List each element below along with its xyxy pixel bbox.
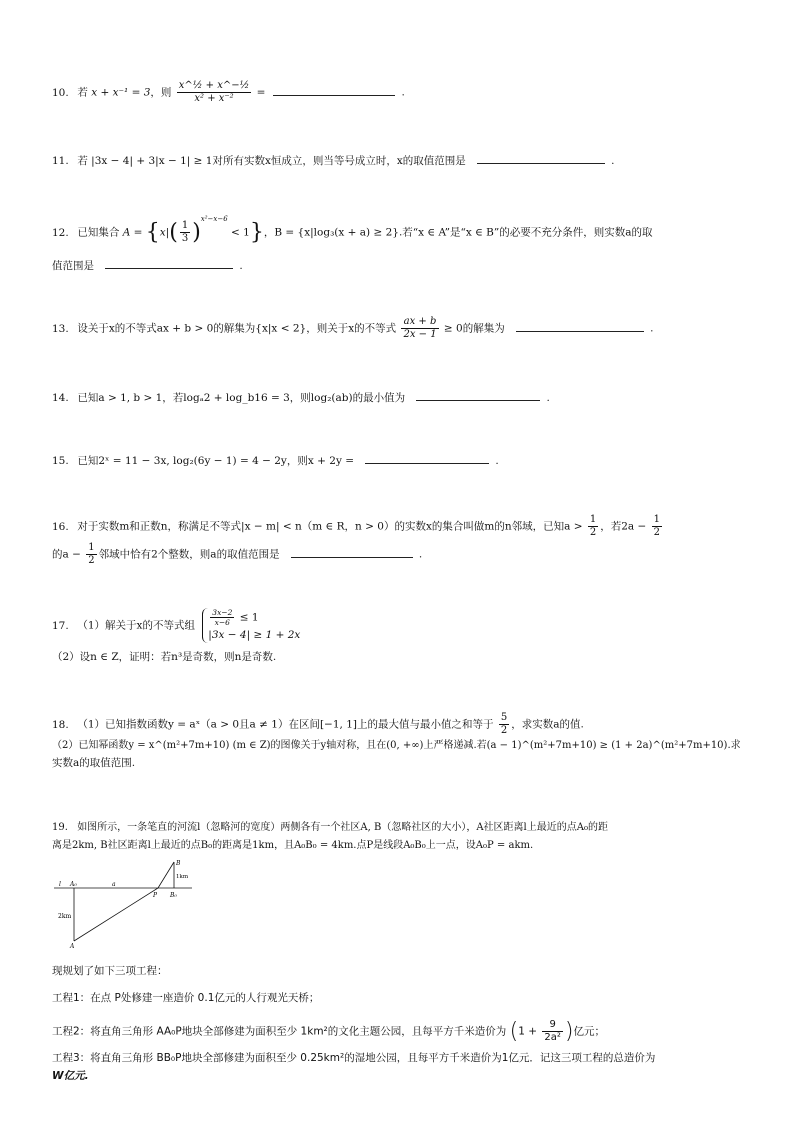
numerator: 3x−2 <box>212 608 233 617</box>
question-number: 15. <box>52 455 69 467</box>
denominator: 2 <box>589 527 597 538</box>
brace-right: } <box>249 220 264 245</box>
exponent: x²−x−6 <box>200 215 228 223</box>
answer-blank[interactable] <box>516 320 644 332</box>
paren-left: ( <box>509 1019 519 1044</box>
question-text: 离是2km, B社区距离l上最近的点B₀的距离是1km，且A₀B₀ = 4km.点P是线段A₀B₀上一点，设A₀P = akm. <box>52 840 534 851</box>
question-text: 的a − <box>52 548 81 561</box>
question-text: （2）已知幂函数y = x^(m²+7m+10) (m ∈ Z)的图像关于y轴对称，且在(0, +∞)上严格递减.若(a − 1)^(m²+7m+10) ≥ (1 + 2a)^(m²+7m+10).求 <box>52 740 741 751</box>
math-expression: < 1 <box>231 226 250 239</box>
numerator: ax + b <box>401 316 438 329</box>
label-B0: B₀ <box>170 892 177 899</box>
system-row-2: |3x − 4| ≥ 1 + 2x <box>208 629 301 641</box>
numerator: 9 <box>542 1019 563 1032</box>
river-diagram <box>52 858 202 950</box>
question-13 <box>52 316 653 341</box>
question-number: 13. <box>52 322 69 335</box>
project-1: 工程1：在点 P处修建一座造价 0.1亿元的人行观光天桥； <box>52 992 320 1004</box>
question-number: 10. <box>52 86 69 99</box>
question-text: 如图所示，一条笔直的河流l（忽略河的宽度）两侧各有一个社区A, B（忽略社区的大小），A社区距离l上最近的点A₀的距 <box>77 822 608 833</box>
denominator: 2 <box>88 555 95 566</box>
question-10: 10. 若 x + x⁻¹ = 3，则 $\frac{\text{x\textasciicircum{}½ + x\textasciicircum{}−½}}{\text{x² + x⁻²}}$ = . <box>52 80 405 104</box>
fraction <box>401 316 438 341</box>
question-number: 12. <box>52 226 69 239</box>
brace-left: { <box>145 220 160 245</box>
denominator: 2 <box>500 725 508 736</box>
fraction <box>542 1019 563 1044</box>
question-19-line-2 <box>52 838 533 853</box>
numerator: 1 <box>653 514 661 525</box>
math-expression: x| <box>159 226 170 239</box>
paren-right: ) <box>192 220 201 245</box>
question-text: 若 <box>77 86 88 99</box>
fraction <box>210 608 234 627</box>
question-text: 对于实数m和正数n，称满足不等式|x − m| < n（m ∈ R，n > 0）的实数x的集合叫做m的n邻域，已知a > <box>77 520 583 533</box>
question-12 <box>52 215 653 245</box>
question-text: 值范围是 <box>52 260 94 272</box>
fraction <box>588 514 598 539</box>
numerator: x^½ + x^−½ <box>178 80 250 91</box>
question-text: ，若2a − <box>600 520 647 533</box>
label-1km: 1km <box>176 874 189 880</box>
answer-blank[interactable] <box>365 452 489 464</box>
answer-blank[interactable] <box>477 152 605 164</box>
question-text: 已知a > 1, b > 1，若logₐ2 + log_b16 = 3，则log₂(ab)的最小值为 <box>77 392 406 404</box>
question-text: 若 |3x − 4| + 3|x − 1| ≥ 1对所有实数x恒成立，则当等号成立时，x的取值范围是 <box>77 155 466 167</box>
question-number: 19. <box>52 822 68 833</box>
question-text: 已知2ˣ = 11 − 3x, log₂(6y − 1) = 4 − 2y，则x + 2y = <box>77 455 355 467</box>
question-text: 工程2：将直角三角形 AA₀P地块全部修建为面积至少 1km²的文化主题公园，且每平方千米造价为 <box>52 1025 507 1038</box>
question-15 <box>52 452 499 469</box>
question-text: （1）已知指数函数y = aˣ（a > 0且a ≠ 1）在区间[−1, 1]上的最大值与最小值之和等于 <box>77 718 494 731</box>
paren-left: ( <box>169 220 178 245</box>
fraction <box>652 514 662 539</box>
question-19 <box>52 820 608 835</box>
question-17-part-2 <box>52 650 276 665</box>
fraction <box>499 712 509 737</box>
question-text: 已知集合 <box>77 226 120 239</box>
question-text: ，则 <box>150 86 172 99</box>
question-number: 11. <box>52 155 69 167</box>
math-expression: x + x⁻¹ = 3 <box>91 86 151 99</box>
question-text: 亿元； <box>573 1025 605 1038</box>
question-number: 16. <box>52 520 69 533</box>
question-17 <box>52 608 300 643</box>
segment-AP <box>74 888 158 941</box>
question-text: 设关于x的不等式ax + b > 0的解集为{x|x < 2}，则关于x的不等式 <box>77 322 397 335</box>
label-a: a <box>112 881 116 888</box>
numerator: 1 <box>88 542 95 553</box>
question-16-line-2 <box>52 542 422 567</box>
fraction <box>177 80 252 105</box>
answer-blank[interactable] <box>273 84 395 96</box>
period: . <box>495 455 499 467</box>
period: . <box>418 548 423 561</box>
fraction <box>180 220 190 245</box>
question-16 <box>52 514 664 539</box>
answer-blank[interactable] <box>416 389 540 401</box>
denominator: 3 <box>181 233 189 244</box>
math-expression: 1 + <box>518 1025 538 1038</box>
denominator: x−6 <box>214 618 230 627</box>
period: . <box>546 392 550 404</box>
question-text: 邻域中恰有2个整数，则a的取值范围是 <box>98 548 280 561</box>
math-expression: ≤ 1 <box>239 611 259 624</box>
plan-intro: 现规划了如下三项工程： <box>52 965 168 977</box>
numerator: 1 <box>589 514 597 525</box>
answer-blank[interactable] <box>291 546 413 558</box>
period: . <box>650 322 654 335</box>
question-14 <box>52 389 550 406</box>
numerator: 5 <box>500 712 508 723</box>
label-A: A <box>70 943 75 950</box>
project-2 <box>52 1019 605 1044</box>
question-text: ≥ 0的解集为 <box>443 322 505 335</box>
label-l: l <box>59 881 61 888</box>
question-number: 18. <box>52 718 69 731</box>
label-A0: A₀ <box>70 881 77 888</box>
question-18-part-2-line-2 <box>52 756 135 771</box>
question-text: （1）解关于x的不等式组 <box>77 619 195 632</box>
question-text: （2）设n ∈ Z，证明：若n³是奇数，则n是奇数. <box>52 651 277 663</box>
denominator: 2x − 1 <box>403 329 437 340</box>
question-18 <box>52 712 584 737</box>
period: . <box>401 86 405 99</box>
system-row-1 <box>208 608 300 627</box>
question-text: ，求实数a的值. <box>511 718 584 731</box>
math-expression: A = <box>122 226 143 239</box>
question-number: 17. <box>52 619 69 632</box>
project-3: 工程3：将直角三角形 BB₀P地块全部修建为面积至少 0.25km²的湿地公园，且每平方千米造价为1亿元．记这三项工程的总造价为 <box>52 1052 656 1064</box>
label-2km: 2km <box>58 913 72 920</box>
label-P: P <box>153 892 158 899</box>
denominator: x² + x⁻² <box>194 93 234 104</box>
question-text: 实数a的取值范围. <box>52 757 136 769</box>
question-11 <box>52 152 615 169</box>
answer-blank[interactable] <box>105 257 233 269</box>
question-18-part-2 <box>52 738 741 753</box>
question-number: 14. <box>52 392 69 404</box>
period: . <box>239 260 243 272</box>
numerator: 1 <box>181 220 189 231</box>
project-3-line-2: W亿元. <box>52 1070 89 1082</box>
segment-PB <box>158 862 174 888</box>
question-text: ，B = {x|log₃(x + a) ≥ 2}.若“x ∈ A”是“x ∈ B”的必要不充分条件，则实数a的取 <box>263 226 653 239</box>
period: . <box>611 155 615 167</box>
denominator: 2a² <box>544 1032 561 1043</box>
fraction <box>86 542 96 567</box>
paren-right: ) <box>564 1019 574 1044</box>
question-12-line-2 <box>52 257 243 274</box>
denominator: 2 <box>653 527 661 538</box>
label-B: B <box>176 860 181 867</box>
inequality-system <box>202 608 300 643</box>
